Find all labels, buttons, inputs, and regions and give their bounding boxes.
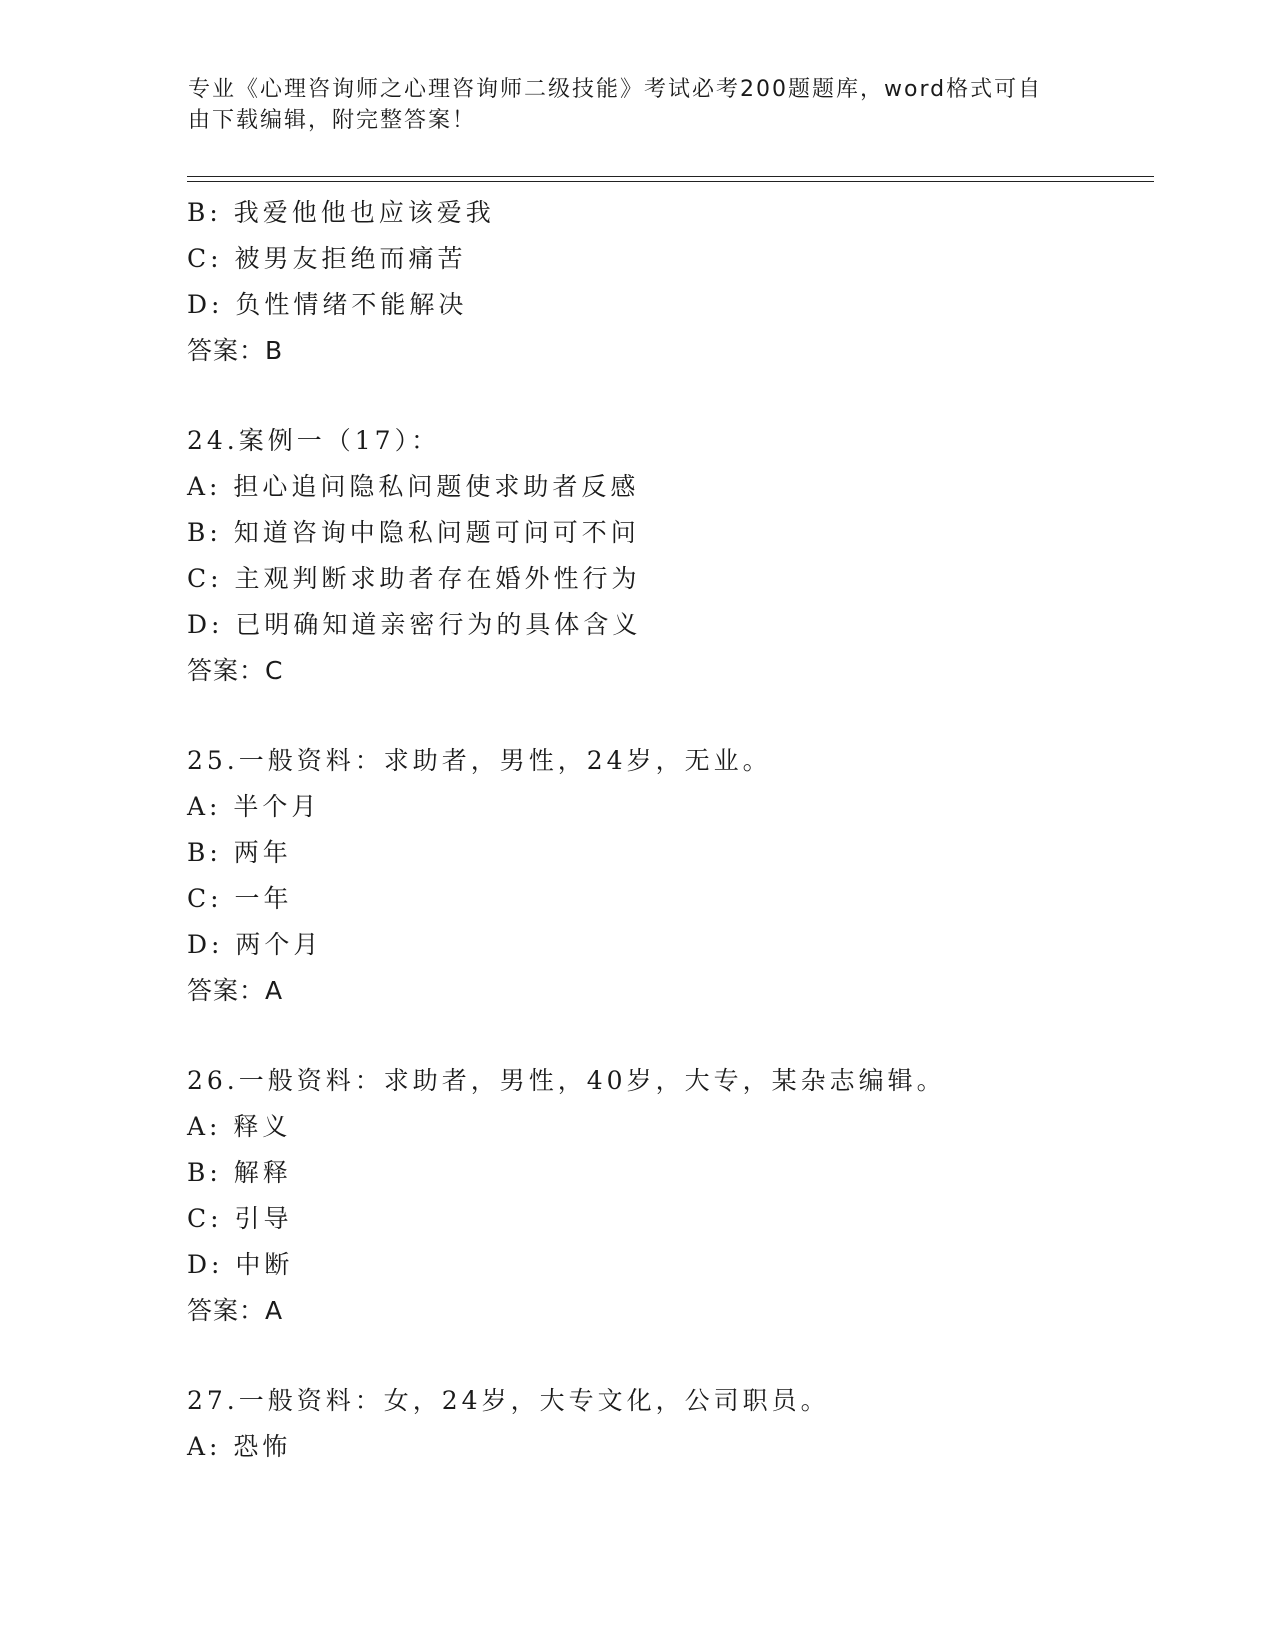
question-27	[187, 1378, 1147, 1470]
answer: 答案：A	[187, 976, 284, 1005]
option-b: B: 解释	[187, 1158, 292, 1187]
question-title: 24.案例一（17）：	[187, 426, 441, 455]
header-line-2: 由下载编辑，附完整答案！	[188, 108, 477, 133]
document-header	[188, 74, 1088, 136]
answer: 答案：A	[187, 1296, 284, 1325]
question-continued	[187, 190, 1147, 374]
spacer	[187, 374, 1147, 418]
option-a: A: 释义	[187, 1112, 292, 1141]
option-d: D: 中断	[187, 1250, 294, 1279]
header-divider-top	[187, 176, 1154, 177]
option-c: C: 被男友拒绝而痛苦	[187, 244, 467, 273]
question-26	[187, 1058, 1147, 1334]
header-line-1: 专业《心理咨询师之心理咨询师二级技能》考试必考200题题库，word格式可自	[188, 77, 1043, 102]
option-d: D: 两个月	[187, 930, 323, 959]
question-25	[187, 738, 1147, 1014]
spacer	[187, 1334, 1147, 1378]
option-a: A: 恐怖	[187, 1432, 292, 1461]
option-a: A: 担心追问隐私问题使求助者反感	[187, 472, 640, 501]
option-a: A: 半个月	[187, 792, 321, 821]
question-title: 25.一般资料：求助者，男性，24岁，无业。	[187, 746, 772, 775]
question-title: 26.一般资料：求助者，男性，40岁，大专，某杂志编辑。	[187, 1066, 946, 1095]
question-list	[187, 190, 1147, 1470]
question-24	[187, 418, 1147, 694]
spacer	[187, 1014, 1147, 1058]
option-c: C: 引导	[187, 1204, 293, 1233]
option-c: C: 主观判断求助者存在婚外性行为	[187, 564, 641, 593]
question-title: 27.一般资料：女，24岁，大专文化，公司职员。	[187, 1386, 830, 1415]
spacer	[187, 694, 1147, 738]
header-divider-bottom	[187, 181, 1154, 182]
option-c: C: 一年	[187, 884, 293, 913]
answer: 答案：C	[187, 656, 284, 685]
answer: 答案：B	[187, 336, 284, 365]
option-b: B: 两年	[187, 838, 292, 867]
option-b: B: 我爱他他也应该爱我	[187, 198, 495, 227]
option-b: B: 知道咨询中隐私问题可问可不问	[187, 518, 640, 547]
option-d: D: 负性情绪不能解决	[187, 290, 468, 319]
option-d: D: 已明确知道亲密行为的具体含义	[187, 610, 642, 639]
